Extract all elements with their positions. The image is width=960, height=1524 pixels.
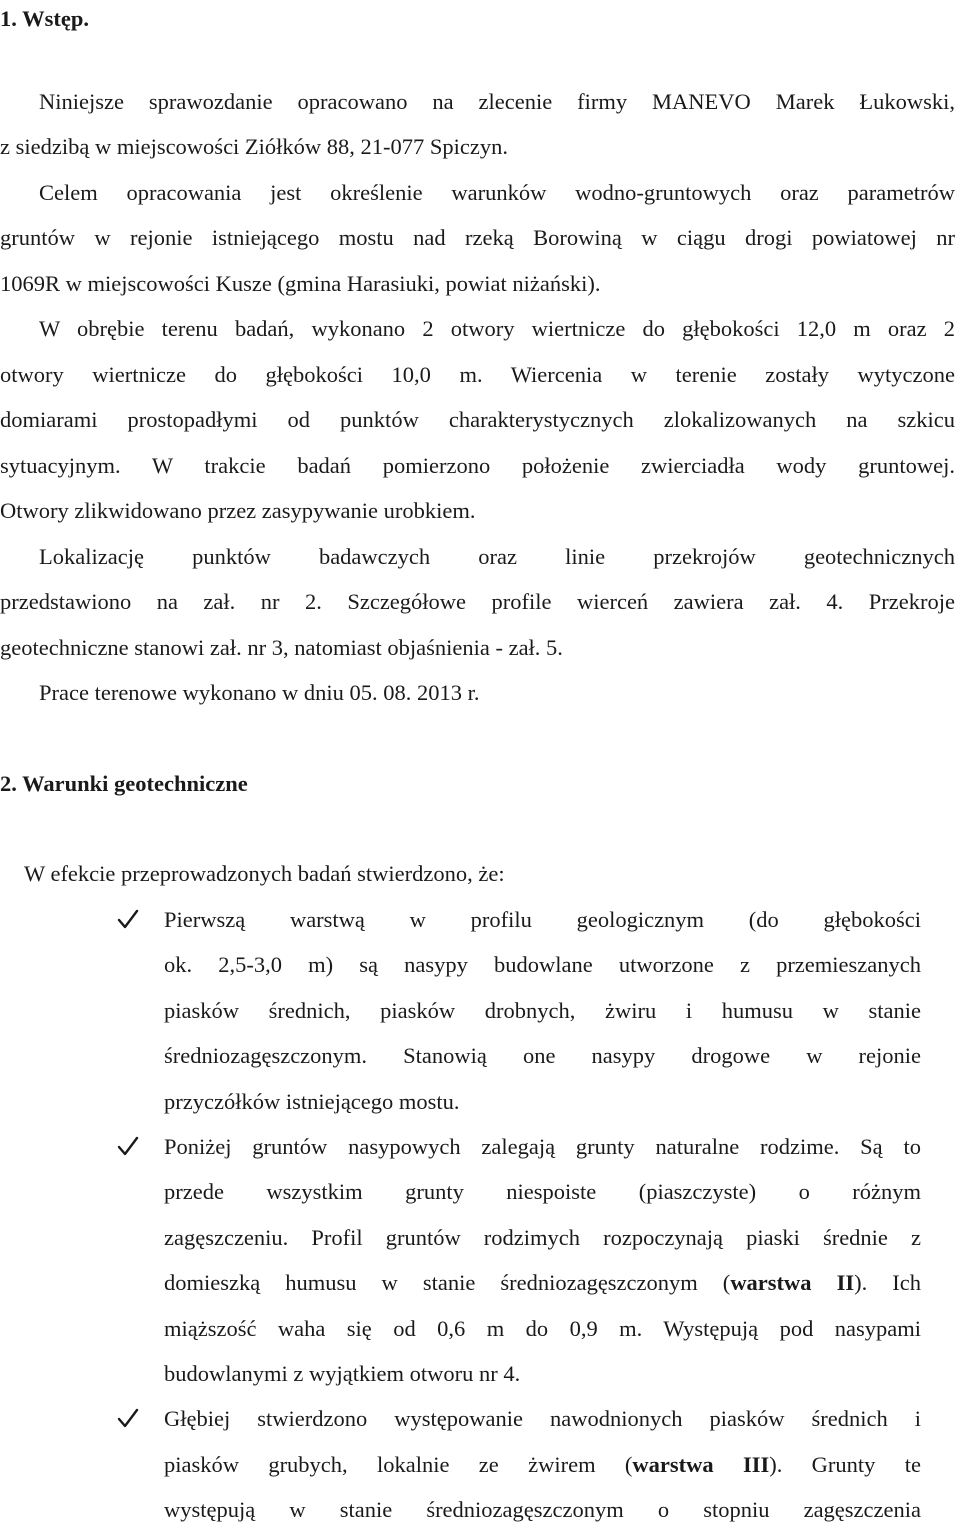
paragraph-line: Prace terenowe wykonano w dniu 05. 08. 2013 r. <box>39 680 480 705</box>
paragraph-line: z siedzibą w miejscowości Ziółków 88, 21-077 Spiczyn. <box>0 134 509 159</box>
paragraph-line: przedstawiono na zał. nr 2. Szczegółowe profile wierceń zawiera zał. 4. Przekroje <box>0 589 955 614</box>
text-segment: ). Ich <box>854 1270 921 1295</box>
paragraph-line: W obrębie terenu badań, wykonano 2 otwory wiertnicze do głębokości 12,0 m oraz 2 <box>39 316 955 341</box>
checkmark-icon <box>117 1135 139 1157</box>
list-item-line <box>164 1270 921 1296</box>
layer-label: warstwa II <box>730 1270 855 1295</box>
list-item-line <box>164 1452 921 1478</box>
list-item-line: średniozagęszczonym. Stanowią one nasypy drogowe w rejonie <box>164 1043 921 1068</box>
text-segment: ). Grunty te <box>769 1452 921 1477</box>
list-item-line: Głębiej stwierdzono występowanie nawodnionych piasków średnich i <box>164 1406 921 1431</box>
list-item-line: zagęszczeniu. Profil gruntów rodzimych rozpoczynają piaski średnie z <box>164 1225 921 1250</box>
intro-line: W efekcie przeprowadzonych badań stwierdzono, że: <box>24 861 505 886</box>
paragraph-line: sytuacyjnym. W trakcie badań pomierzono położenie zwierciadła wody gruntowej. <box>0 453 955 478</box>
paragraph-line: geotechniczne stanowi zał. nr 3, natomiast objaśnienia - zał. 5. <box>0 635 563 660</box>
list-item-line: przede wszystkim grunty niespoiste (piaszczyste) o różnym <box>164 1179 921 1204</box>
paragraph-line: domiarami prostopadłymi od punktów charakterystycznych zlokalizowanych na szkicu <box>0 407 955 432</box>
section-heading-intro: 1. Wstęp. <box>0 6 89 31</box>
list-item-line: przyczółków istniejącego mostu. <box>164 1089 460 1114</box>
section-heading-geotechnical: 2. Warunki geotechniczne <box>0 771 248 796</box>
layer-label: warstwa III <box>632 1452 770 1477</box>
list-item-line: Pierwszą warstwą w profilu geologicznym (do głębokości <box>164 907 921 932</box>
text-segment: domieszką humusu w stanie średniozagęszczonym ( <box>164 1270 731 1295</box>
paragraph-line: 1069R w miejscowości Kusze (gmina Harasiuki, powiat niżański). <box>0 271 601 296</box>
list-item-line: występują w stanie średniozagęszczonym o stopniu zagęszczenia <box>164 1497 921 1522</box>
paragraph-line: otwory wiertnicze do głębokości 10,0 m. Wiercenia w terenie zostały wytyczone <box>0 362 955 387</box>
checkmark-icon <box>117 1407 139 1429</box>
list-item-line: piasków średnich, piasków drobnych, żwiru i humusu w stanie <box>164 998 921 1023</box>
list-item-line: ok. 2,5-3,0 m) są nasypy budowlane utworzone z przemieszanych <box>164 952 921 977</box>
paragraph-line: Lokalizację punktów badawczych oraz linie przekrojów geotechnicznych <box>39 544 955 569</box>
paragraph-line: gruntów w rejonie istniejącego mostu nad rzeką Borowiną w ciągu drogi powiatowej nr <box>0 225 955 250</box>
checkmark-icon <box>117 908 139 930</box>
paragraph-line: Celem opracowania jest określenie warunków wodno-gruntowych oraz parametrów <box>39 180 955 205</box>
list-item-line: Poniżej gruntów nasypowych zalegają grunty naturalne rodzime. Są to <box>164 1134 921 1159</box>
list-item-line: budowlanymi z wyjątkiem otworu nr 4. <box>164 1361 521 1386</box>
list-item-line: miąższość waha się od 0,6 m do 0,9 m. Występują pod nasypami <box>164 1316 921 1341</box>
paragraph-line: Niniejsze sprawozdanie opracowano na zlecenie firmy MANEVO Marek Łukowski, <box>39 89 955 114</box>
text-segment: piasków grubych, lokalnie ze żwirem ( <box>164 1452 633 1477</box>
paragraph-line: Otwory zlikwidowano przez zasypywanie urobkiem. <box>0 498 476 523</box>
